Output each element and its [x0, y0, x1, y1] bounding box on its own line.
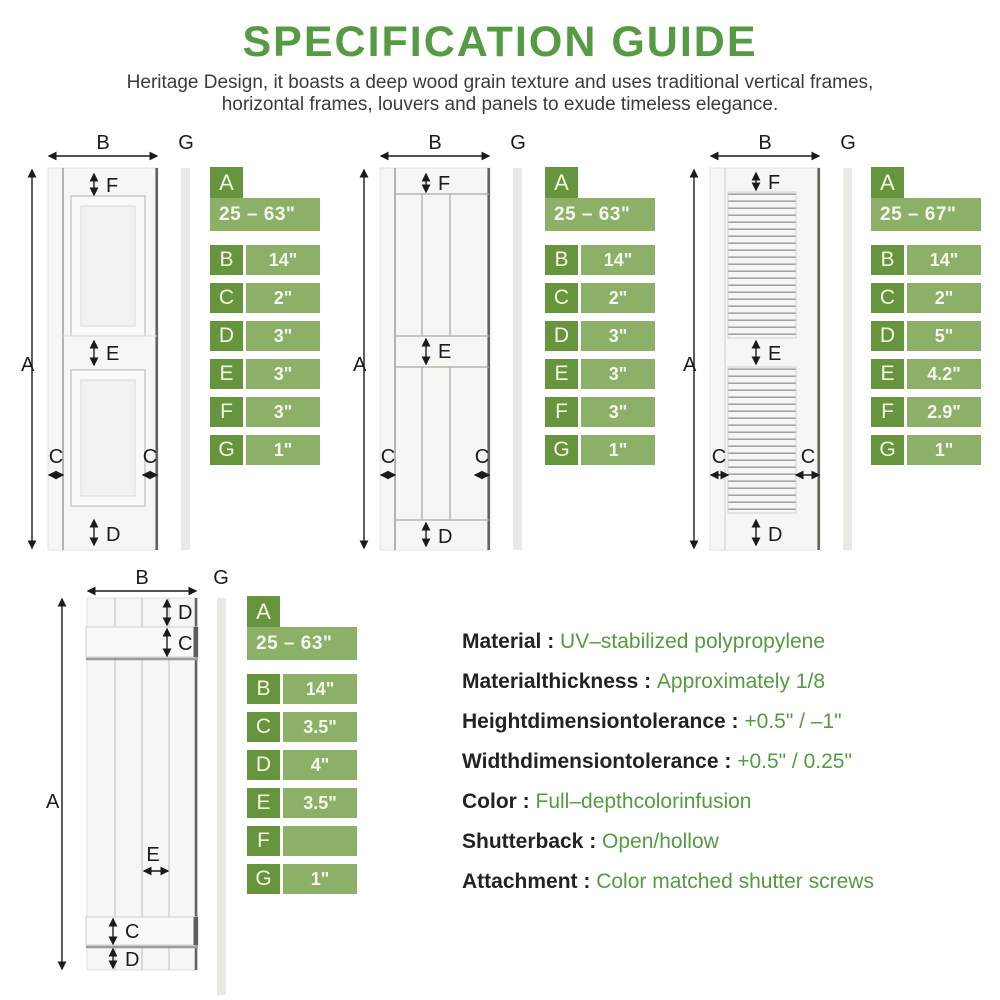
dim-value: 1" [283, 864, 357, 894]
dim-label-d-bottom: D [125, 949, 140, 971]
table-row [210, 359, 320, 389]
table-row [871, 245, 981, 275]
dim-key: F [871, 397, 904, 427]
dim-label-c-left: C [711, 446, 727, 468]
table-row [247, 674, 357, 704]
dim-label-d: D [438, 526, 453, 548]
dimension-table-vertical-frame [545, 167, 655, 465]
dim-label-c-right: C [474, 446, 490, 468]
dim-value: 3" [246, 397, 320, 427]
dimension-table-louvered [871, 167, 981, 465]
shutter-body [380, 168, 490, 550]
dim-key: B [545, 245, 578, 275]
dim-value: 3" [581, 359, 655, 389]
table-row [545, 435, 655, 465]
table-row [210, 245, 320, 275]
table-row [210, 397, 320, 427]
dim-key: E [545, 359, 578, 389]
edge-strip-g [843, 168, 852, 550]
dim-label-g: G [840, 132, 856, 154]
dim-key: C [210, 283, 243, 313]
spec-separator: : [577, 870, 597, 893]
spec-value: Approximately 1/8 [656, 670, 826, 693]
dim-value: 3" [246, 321, 320, 351]
dim-value: 5" [907, 321, 981, 351]
dim-value-a: 25 – 63" [247, 627, 357, 660]
dim-key: G [871, 435, 904, 465]
spec-separator: : [725, 710, 745, 733]
spec-label: Widthdimensiontolerance [462, 750, 719, 773]
spec-separator: : [516, 790, 536, 813]
material-specs-list [462, 630, 874, 910]
dim-key: B [871, 245, 904, 275]
dim-key: E [871, 359, 904, 389]
dim-value: 4" [283, 750, 357, 780]
dim-value: 2" [246, 283, 320, 313]
spec-line-attachment [462, 870, 874, 894]
dim-key: F [247, 826, 280, 856]
dim-label-c-bottom: C [125, 921, 140, 943]
bottom-batten [86, 917, 198, 945]
dim-key: C [871, 283, 904, 313]
spec-value: UV–stabilized polypropylene [560, 630, 826, 653]
spec-separator: : [541, 630, 561, 653]
dim-key: F [545, 397, 578, 427]
dim-label-c-right: C [142, 446, 158, 468]
spec-value: Open/hollow [602, 830, 719, 853]
dim-key: C [247, 712, 280, 742]
dim-label-g: G [213, 567, 229, 589]
dim-key: E [210, 359, 243, 389]
dimension-table-raised-panel [210, 167, 320, 465]
spec-value: +0.5" / –1" [744, 710, 842, 733]
dimension-table-board-and-batten [247, 596, 357, 894]
table-row [545, 321, 655, 351]
spec-label: Material [462, 630, 542, 653]
edge-strip-g [513, 168, 522, 550]
spec-separator: : [583, 830, 603, 853]
table-row [545, 283, 655, 313]
upper-louver-section [728, 192, 796, 338]
dim-value: 3" [581, 321, 655, 351]
dim-key: F [210, 397, 243, 427]
table-row [545, 359, 655, 389]
table-row [210, 321, 320, 351]
dim-key: B [210, 245, 243, 275]
dim-value-a: 25 – 63" [210, 198, 320, 231]
dim-label-g: G [510, 132, 526, 154]
spec-separator: : [718, 750, 738, 773]
subtitle-line-1: Heritage Design, it boasts a deep wood grain texture and uses traditional vertical frames, [126, 72, 874, 93]
table-row [871, 359, 981, 389]
table-row [871, 321, 981, 351]
dim-label-b: B [428, 132, 442, 154]
lower-louver-section [728, 367, 796, 513]
raised-panel-shutter-diagram [18, 130, 218, 570]
spec-label: Shutterback [462, 830, 584, 853]
table-row [210, 435, 320, 465]
table-row [210, 283, 320, 313]
table-row [247, 712, 357, 742]
dim-value: 1" [581, 435, 655, 465]
table-row [545, 397, 655, 427]
dim-label-e: E [438, 341, 452, 363]
dim-key: D [210, 321, 243, 351]
table-row [247, 864, 357, 894]
dim-label-e: E [768, 343, 782, 365]
dim-label-c-right: C [800, 446, 816, 468]
dim-label-c-top: C [178, 633, 193, 655]
edge-strip-g [217, 598, 226, 995]
spec-line-shutterback [462, 830, 874, 854]
spec-label: Materialthickness [462, 670, 639, 693]
dim-value-a: 25 – 67" [871, 198, 981, 231]
subtitle-line-2: horizontal frames, louvers and panels to exude timeless elegance. [221, 94, 779, 115]
dim-label-f: F [768, 172, 781, 194]
dim-value: 3.5" [283, 788, 357, 818]
dim-label-b: B [96, 132, 110, 154]
dim-key: G [247, 864, 280, 894]
dim-key: E [247, 788, 280, 818]
dim-value: 3" [246, 359, 320, 389]
dim-label-c-left: C [48, 446, 64, 468]
spec-label: Attachment [462, 870, 578, 893]
vertical-frame-shutter-diagram [350, 130, 550, 570]
dim-key-a: A [545, 167, 578, 198]
dim-value: 2" [907, 283, 981, 313]
table-row [247, 788, 357, 818]
spec-separator: : [638, 670, 657, 693]
dim-key-a: A [210, 167, 243, 198]
spec-label: Color [462, 790, 517, 813]
dim-label-f: F [106, 175, 119, 197]
dim-key: G [545, 435, 578, 465]
louvered-shutter-diagram [680, 130, 880, 570]
spec-line-color [462, 790, 874, 814]
dim-value: 1" [246, 435, 320, 465]
dim-value: 14" [907, 245, 981, 275]
page-title: SPECIFICATION GUIDE [242, 18, 758, 66]
table-row [247, 750, 357, 780]
dim-value: 14" [581, 245, 655, 275]
table-row [871, 283, 981, 313]
dim-value: 2" [581, 283, 655, 313]
dim-value: 14" [246, 245, 320, 275]
dim-label-e: E [146, 844, 160, 866]
board-and-batten-shutter-diagram [40, 565, 250, 1000]
dim-label-b: B [758, 132, 772, 154]
dim-value: 14" [283, 674, 357, 704]
dim-label-a: A [683, 354, 697, 376]
dim-label-e: E [106, 343, 120, 365]
spec-value: Full–depthcolorinfusion [535, 790, 752, 813]
dim-key: D [247, 750, 280, 780]
spec-label: Heightdimensiontolerance [462, 710, 726, 733]
spec-line-material [462, 630, 874, 654]
dim-label-c-left: C [380, 446, 396, 468]
dim-label-a: A [21, 354, 35, 376]
dim-key: G [210, 435, 243, 465]
dim-key-a: A [871, 167, 904, 198]
dim-value-a: 25 – 63" [545, 198, 655, 231]
page-subtitle [0, 72, 1000, 116]
dim-label-d-top: D [178, 602, 193, 624]
dim-label-a: A [46, 791, 60, 813]
dim-label-f: F [438, 173, 451, 195]
dim-value: 1" [907, 435, 981, 465]
dim-key: D [545, 321, 578, 351]
spec-line-height-tolerance [462, 710, 874, 734]
dim-key: D [871, 321, 904, 351]
dim-key-a: A [247, 596, 280, 627]
dim-value [283, 826, 357, 856]
dim-key: B [247, 674, 280, 704]
dim-value: 2.9" [907, 397, 981, 427]
edge-strip-g [181, 168, 190, 550]
table-row [871, 397, 981, 427]
spec-value: Color matched shutter screws [596, 870, 874, 893]
spec-line-width-tolerance [462, 750, 874, 774]
spec-line-material-thickness [462, 670, 874, 694]
table-row [247, 826, 357, 856]
dim-label-d: D [106, 524, 121, 546]
table-row [545, 245, 655, 275]
dim-label-d: D [768, 524, 783, 546]
dim-label-a: A [353, 354, 367, 376]
dim-value: 4.2" [907, 359, 981, 389]
dim-value: 3.5" [283, 712, 357, 742]
dim-key: C [545, 283, 578, 313]
dim-label-b: B [135, 567, 149, 589]
dim-label-g: G [178, 132, 194, 154]
table-row [871, 435, 981, 465]
dim-value: 3" [581, 397, 655, 427]
spec-value: +0.5" / 0.25" [737, 750, 852, 773]
